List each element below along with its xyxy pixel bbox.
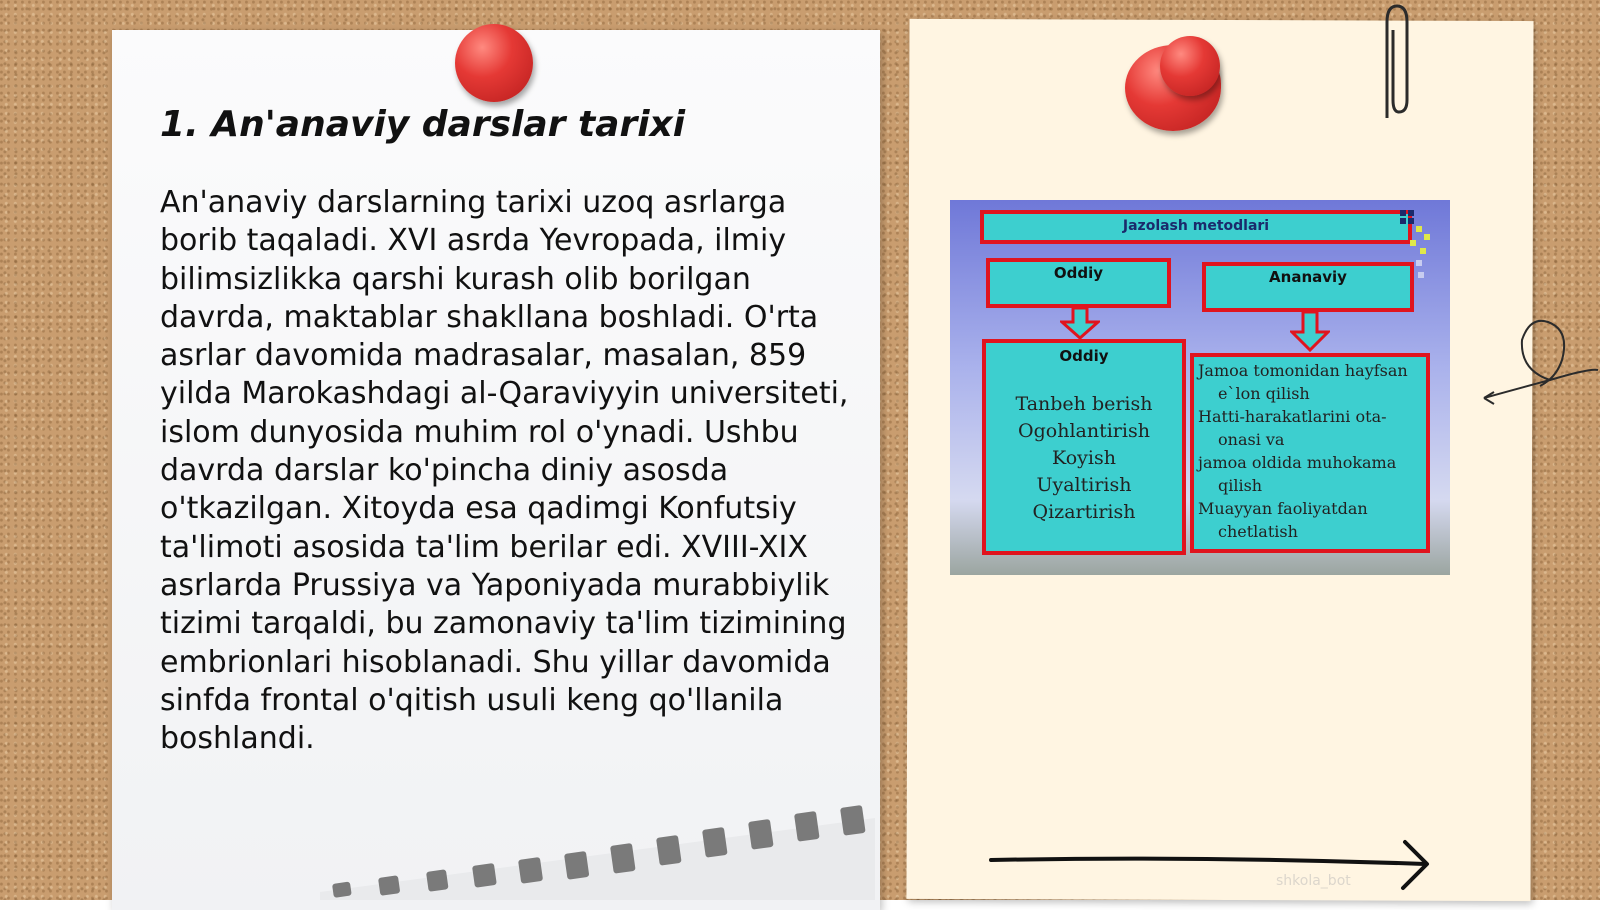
left-method-item: Tanbeh berish [1015, 393, 1153, 415]
right-method-item: Jamoa tomonidan hayfsan e`lon qilish [1198, 361, 1408, 403]
right-method-item: jamoa oldida muhokama qilish [1198, 453, 1397, 495]
diagram-header: Jazolash metodlari [1122, 218, 1270, 234]
loop-doodle-icon [1480, 310, 1600, 410]
branch-box-right [1202, 262, 1414, 312]
red-pushpin-right-head [1160, 36, 1220, 96]
right-method-item: Hatti-harakatlarini ota-onasi va [1198, 407, 1387, 449]
left-method-item: Koyish [1052, 447, 1116, 469]
body-paragraph: An'anaviy darslarning tarixi uzoq asrlarga borib taqaladi. XVI asrda Yevropada, ilmiy bilimsizlikka qarshi kurash olib borilgan davrda, maktablar shakllana boshladi. O'rta asrlar davomida madrasalar, masalan, 859 yilda Marokashdagi al-Qaraviyyin universiteti, islom dunyosida muhim rol o'ynadi. Ushbu davrda darslar ko'pincha diniy asosda o'tkazilgan. Xitoyda esa qadimgi Konfutsiy ta'limoti asosida ta'lim berilar edi. XVIII-XIX asrlarda Prussiya va Yaponiyada murabbiylik tizimi tarqaldi, bu zamonaviy ta'lim tizimining embrionlari hisoblanadi. Shu yillar davomida sinfda frontal o'qitish usuli keng qo'llanila boshlandi. [160, 185, 849, 757]
right-method-item: Muayyan faoliyatdan chetlatish [1198, 499, 1368, 541]
diagram-header-box [980, 210, 1412, 244]
left-method-item: Qizartirish [1032, 501, 1136, 523]
branch-right-label: Ananaviy [1269, 268, 1347, 286]
down-arrow-right-icon [1290, 312, 1330, 352]
page-title: 1. An'anaviy darslar tarixi [160, 104, 686, 145]
punishment-methods-diagram [950, 200, 1450, 575]
left-method-item: Uyaltirish [1036, 474, 1132, 496]
watermark-text: shkola_bot [1276, 873, 1351, 889]
branch-left-label: Oddiy [1053, 264, 1104, 282]
down-arrow-left-icon [1060, 308, 1100, 340]
red-pushpin-left [455, 24, 533, 102]
next-arrow-icon[interactable] [985, 838, 1445, 898]
left-methods-list [986, 391, 1182, 526]
left-box-title: Oddiy [1059, 347, 1109, 365]
paperclip-icon [1375, 0, 1415, 125]
right-methods-list [1194, 359, 1426, 543]
torn-notebook-edge [320, 800, 875, 900]
branch-box-left [986, 258, 1171, 308]
left-methods-box [982, 339, 1186, 555]
right-methods-box [1190, 353, 1430, 553]
left-method-item: Ogohlantirish [1018, 420, 1150, 442]
